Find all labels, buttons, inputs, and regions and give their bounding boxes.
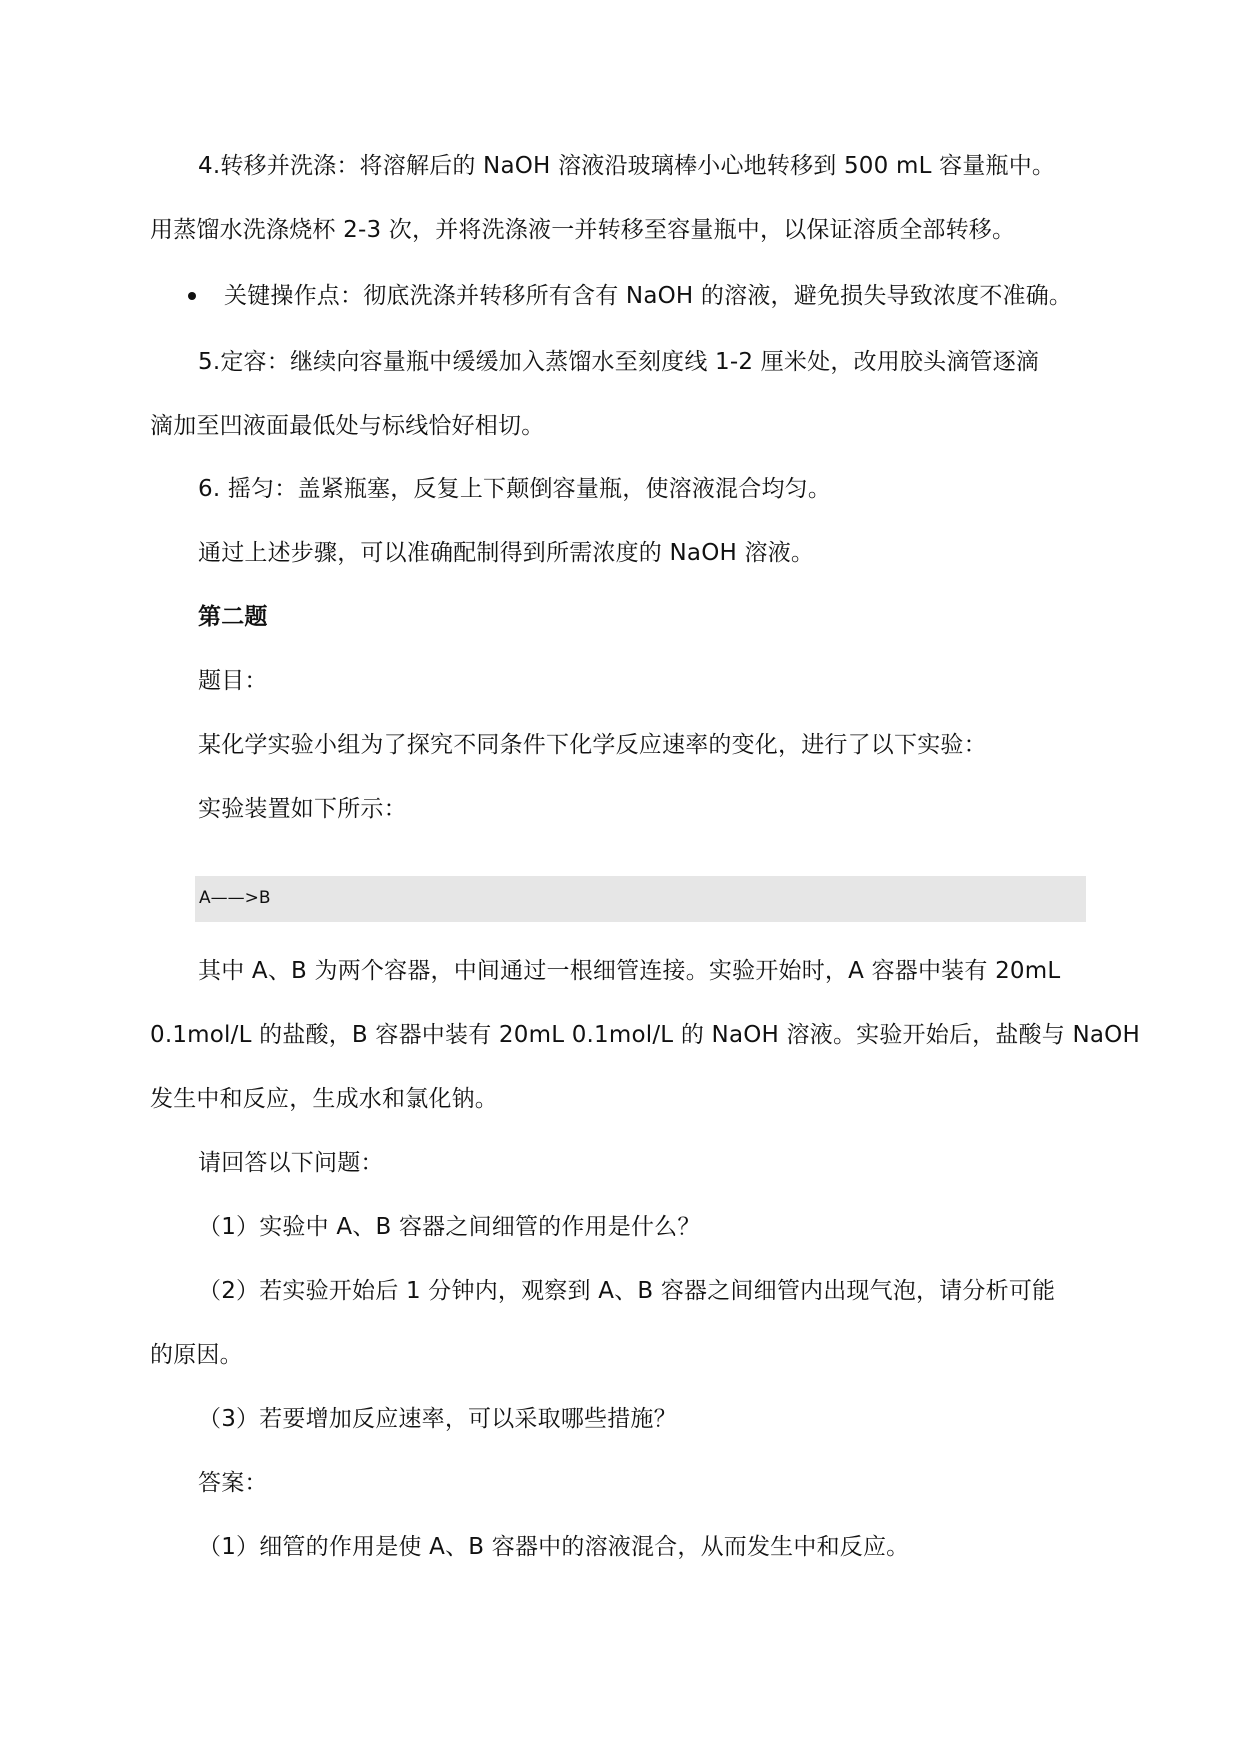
paragraph-step4-line1: 4.转移并洗涤：将溶解后的 NaOH 溶液沿玻璃棒小心地转移到 500 mL 容量瓶中。 bbox=[198, 153, 1056, 179]
answer-label: 答案： bbox=[198, 1470, 268, 1496]
bullet-key-point: 关键操作点：彻底洗涤并转移所有含有 NaOH 的溶液，避免损失导致浓度不准确。 bbox=[224, 283, 1073, 309]
paragraph-setup-line1: 其中 A、B 为两个容器，中间通过一根细管连接。实验开始时，A 容器中装有 20mL bbox=[198, 958, 1061, 984]
paragraph-step6: 6. 摇匀：盖紧瓶塞，反复上下颠倒容量瓶，使溶液混合均匀。 bbox=[198, 476, 832, 502]
code-block bbox=[195, 876, 1086, 922]
answer-1: （1）细管的作用是使 A、B 容器中的溶液混合，从而发生中和反应。 bbox=[198, 1534, 910, 1560]
paragraph-step4-line2: 用蒸馏水洗涤烧杯 2-3 次，并将洗涤液一并转移至容量瓶中，以保证溶质全部转移。 bbox=[150, 217, 1016, 243]
bullet-icon bbox=[188, 292, 196, 300]
paragraph-step5-line2: 滴加至凹液面最低处与标线恰好相切。 bbox=[150, 413, 545, 439]
section-heading: 第二题 bbox=[198, 604, 268, 630]
paragraph-apparatus: 实验装置如下所示： bbox=[198, 796, 407, 822]
question-1: （1）实验中 A、B 容器之间细管的作用是什么？ bbox=[198, 1214, 701, 1240]
paragraph-experiment-intro: 某化学实验小组为了探究不同条件下化学反应速率的变化，进行了以下实验： bbox=[198, 732, 987, 758]
question-label: 题目： bbox=[198, 668, 268, 694]
question-2-line2: 的原因。 bbox=[150, 1342, 243, 1368]
paragraph-setup-line2: 0.1mol/L 的盐酸，B 容器中装有 20mL 0.1mol/L 的 NaOH 溶液。实验开始后，盐酸与 NaOH bbox=[150, 1022, 1140, 1048]
paragraph-answer-prompt: 请回答以下问题： bbox=[198, 1150, 384, 1176]
question-3: （3）若要增加反应速率，可以采取哪些措施？ bbox=[198, 1406, 677, 1432]
paragraph-setup-line3: 发生中和反应，生成水和氯化钠。 bbox=[150, 1086, 498, 1112]
paragraph-step5-line1: 5.定容：继续向容量瓶中缓缓加入蒸馏水至刻度线 1-2 厘米处，改用胶头滴管逐滴 bbox=[198, 349, 1040, 375]
code-block-text: A——>B bbox=[199, 888, 271, 908]
question-2-line1: （2）若实验开始后 1 分钟内，观察到 A、B 容器之间细管内出现气泡，请分析可能 bbox=[198, 1278, 1056, 1304]
paragraph-summary: 通过上述步骤，可以准确配制得到所需浓度的 NaOH 溶液。 bbox=[198, 540, 815, 566]
